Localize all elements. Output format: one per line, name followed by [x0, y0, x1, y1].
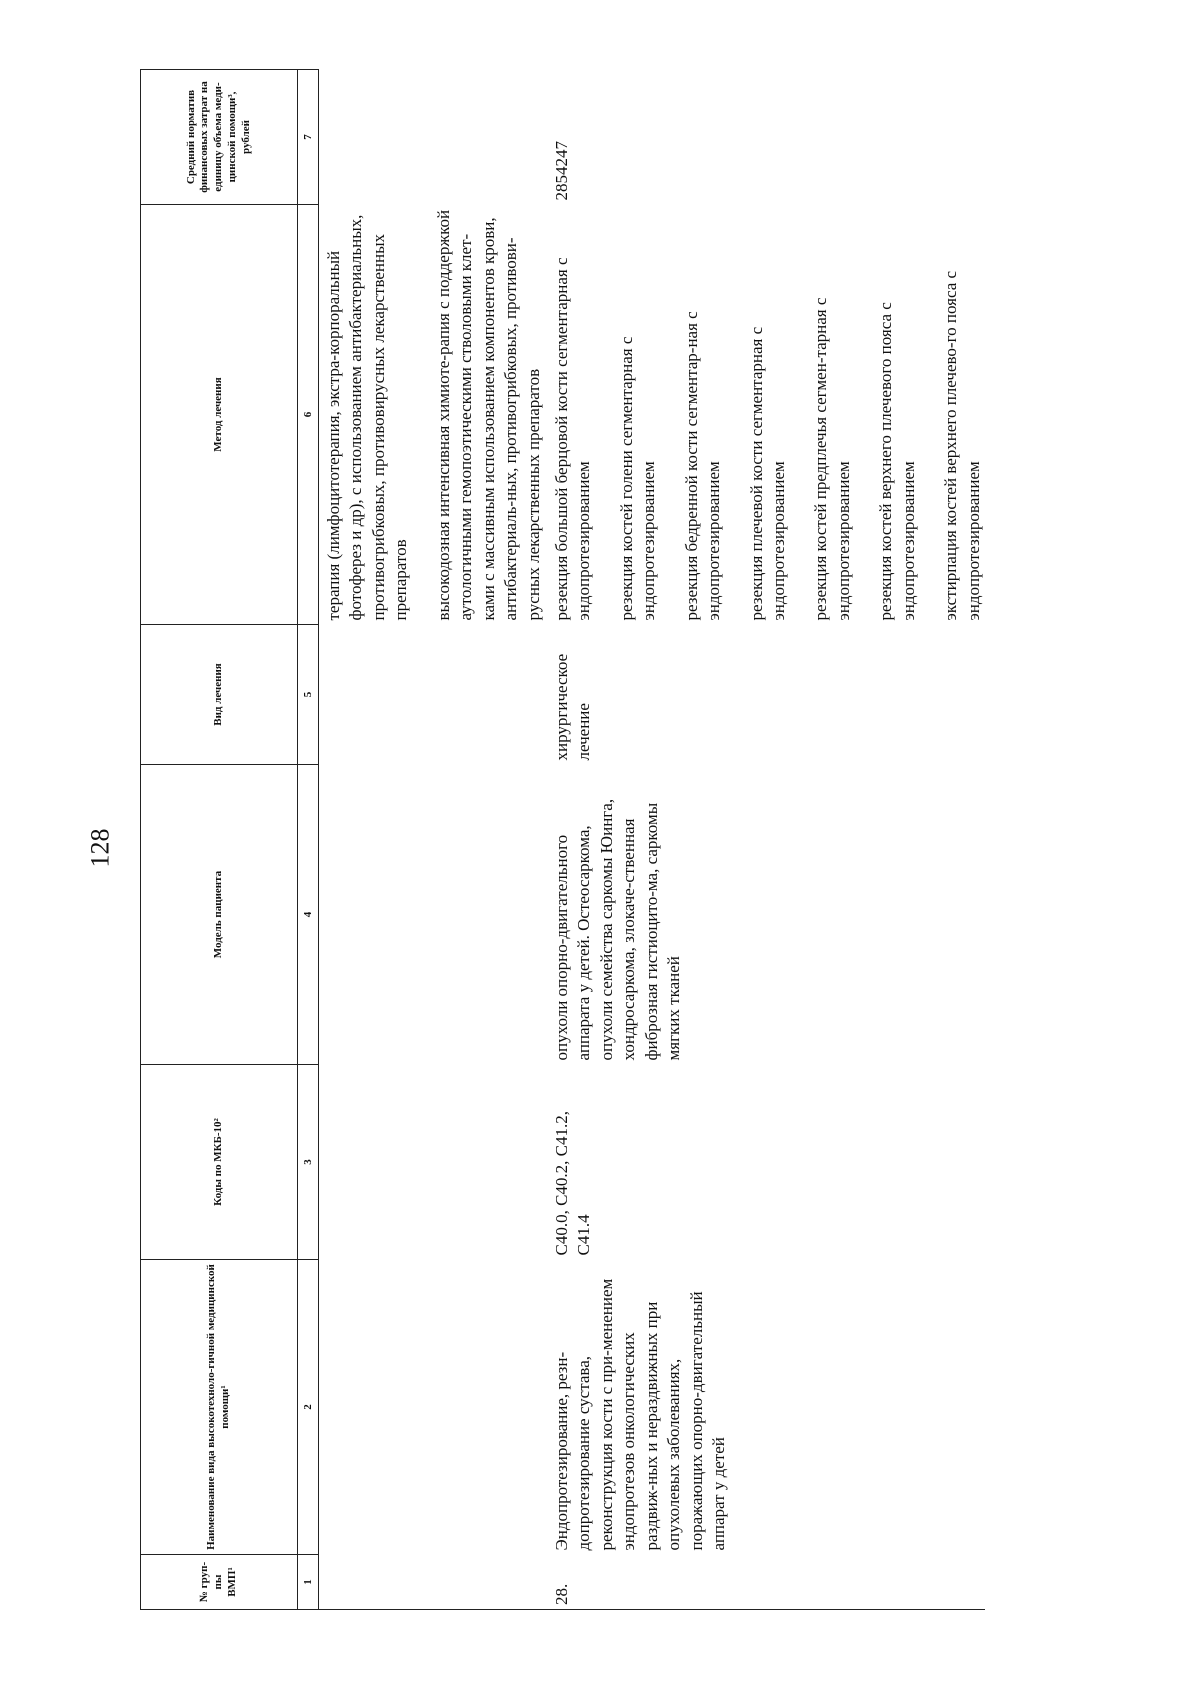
method-item: терапия (лимфоцитотерапия, экстра-корпоральный фотоферез и др), с использованием антибактериальных, противогрибковых, противовирусных лекарственных препаратов — [324, 214, 411, 621]
table-header-row — [141, 70, 298, 1610]
table-row-28 — [545, 70, 985, 1610]
column-number-row — [298, 70, 319, 1610]
header-group-no: № груп-пы ВМП¹ — [141, 1555, 298, 1610]
method-item: высокодозная интенсивная химиоте-рапия с поддержкой аутологичными гемопоэтическими стволовыми клет-ками с массивным использованием компонентов крови, антибактериаль-ных, противогрибковых, противови-русных лекарственных препаратов — [433, 209, 543, 621]
column-number: 7 — [298, 70, 319, 205]
table-row-continuation — [319, 70, 545, 1610]
method-item: резекция костей голени сегментарная с эндопротезированием — [616, 336, 659, 621]
vmp-table — [140, 69, 985, 1610]
continued-methods-cell — [319, 205, 545, 625]
method-item: резекция плечевой кости сегментарная с эндопротезированием — [746, 326, 788, 621]
rotated-table-sheet — [140, 70, 1160, 1610]
care-type-name: Эндопротезирование, резн-допротезирование сустава, реконструкция кости с при-менением эндопротезов онкологических раздвиж-ных и нераздвижных при опухолевых заболеваниях, поражающих опорно-двигательный аппарат у детей — [551, 1278, 728, 1551]
header-treatment-type: Вид лечения — [141, 625, 298, 765]
cost-value: 2854247 — [551, 141, 571, 201]
page-number: 128 — [85, 828, 114, 868]
method-item: резекция бедренной кости сегментар-ная с эндопротезированием — [681, 311, 724, 621]
column-number: 2 — [298, 1260, 319, 1555]
treatment-methods-cell — [545, 205, 985, 625]
method-item: резекция большой берцовой кости сегментарная с эндопротезированием — [551, 257, 594, 621]
patient-model: опухоли опорно-двигательного аппарата у детей. Остеосаркома, опухоли семейства саркомы Юинга, хондросаркома, злокаче-ственная фиброзная гистиоцито-ма, саркомы мягких тканей — [551, 798, 684, 1061]
header-treatment-method: Метод лечения — [141, 205, 298, 625]
treatment-type: хирургическое лечение — [551, 653, 594, 761]
method-item: резекция костей предплечья сегмен-тарная с эндопротезированием — [811, 297, 853, 621]
column-number: 6 — [298, 205, 319, 625]
column-number: 3 — [298, 1065, 319, 1260]
column-number: 1 — [298, 1555, 319, 1610]
column-number: 5 — [298, 625, 319, 765]
header-patient-model: Модель пациента — [141, 765, 298, 1065]
group-number: 28. — [545, 1555, 985, 1610]
header-icd-codes: Коды по МКБ-10² — [141, 1065, 298, 1260]
method-item: резекция костей верхнего плечевого пояса с эндопротезированием — [876, 302, 918, 621]
header-care-type-name: Наименование вида высокотехноло-гичной медицинской помощи¹ — [141, 1260, 298, 1555]
method-item: экстирпация костей верхнего плечево-го пояса с эндопротезированием — [941, 270, 983, 621]
column-number: 4 — [298, 765, 319, 1065]
header-cost-standard: Средний норматив финансовых затрат на единицу объема меди-цинской помощи³, рублей — [141, 70, 298, 205]
icd-codes: C40.0, C40.2, C41.2, C41.4 — [551, 1110, 594, 1256]
